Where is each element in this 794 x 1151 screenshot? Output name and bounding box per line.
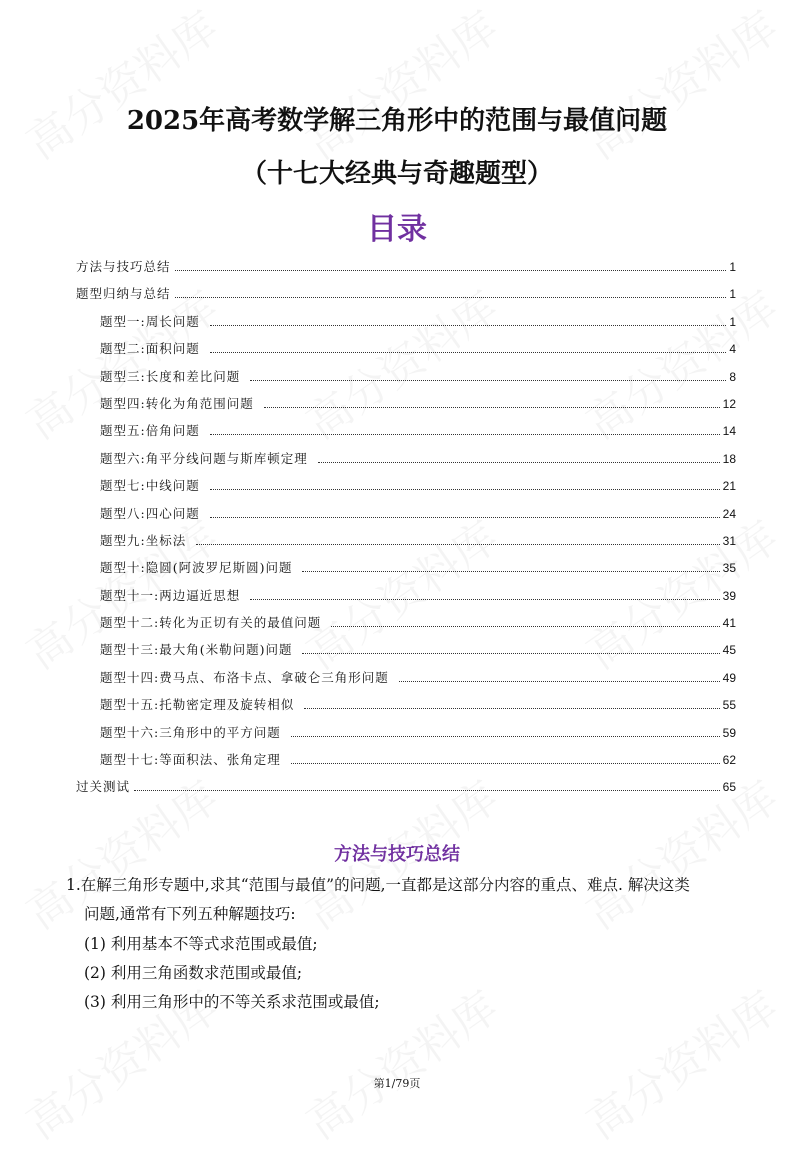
toc-entry-label[interactable]: 题型八:四心问题	[100, 505, 200, 521]
toc-leader-dots	[134, 790, 720, 791]
paragraph: 问题,通常有下列五种解题技巧:	[84, 905, 296, 924]
toc-entry-label[interactable]: 题型十六:三角形中的平方问题	[100, 724, 281, 740]
list-item: (1) 利用基本不等式求范围或最值;	[84, 934, 318, 953]
toc-entry-page[interactable]: 49	[722, 670, 736, 685]
toc-entry-label[interactable]: 题型十五:托勒密定理及旋转相似	[100, 697, 295, 713]
list-item: (3) 利用三角形中的不等关系求范围或最值;	[84, 993, 380, 1012]
toc-entry-label[interactable]: 题型一:周长问题	[100, 313, 200, 329]
toc-leader-dots	[318, 462, 720, 463]
document-subtitle: （十七大经典与奇趣题型）	[240, 159, 553, 189]
toc-leader-dots	[175, 297, 727, 298]
toc-entry-page[interactable]: 4	[729, 342, 736, 357]
toc-entry[interactable]	[76, 476, 736, 503]
toc-entry-label[interactable]: 题型十:隐圆(阿波罗尼斯圆)问题	[100, 560, 293, 576]
toc-entry-page[interactable]: 1	[729, 287, 736, 302]
toc-entry-label[interactable]: 题型九:坐标法	[100, 532, 187, 548]
toc-leader-dots	[302, 653, 719, 654]
toc-entry-page[interactable]: 31	[722, 533, 736, 548]
watermark	[572, 0, 789, 171]
toc-entry-page[interactable]: 62	[722, 753, 736, 768]
toc-entry[interactable]	[76, 668, 736, 695]
toc-leader-dots	[210, 489, 720, 490]
toc-entry-label[interactable]: 题型六:角平分线问题与斯库顿定理	[100, 450, 308, 466]
toc-entry[interactable]	[76, 312, 736, 339]
toc-entry-page[interactable]: 1	[729, 314, 736, 329]
toc-leader-dots	[304, 708, 719, 709]
toc-entry-page[interactable]: 45	[722, 643, 736, 658]
toc-entry-label[interactable]: 题型十一:两边逼近思想	[100, 587, 241, 603]
toc-leader-dots	[331, 626, 719, 627]
toc-entry[interactable]	[76, 777, 736, 804]
toc-leader-dots	[399, 681, 720, 682]
toc-entry-page[interactable]: 65	[722, 780, 736, 795]
toc-leader-dots	[196, 544, 719, 545]
toc-entry-page[interactable]: 8	[729, 369, 736, 384]
toc-entry[interactable]	[76, 750, 736, 777]
toc-entry-label[interactable]: 题型三:长度和差比问题	[100, 368, 241, 384]
toc-entry-label[interactable]: 题型七:中线问题	[100, 478, 200, 494]
list-item: (2) 利用三角函数求范围或最值;	[84, 963, 303, 982]
paragraph: 1.在解三角形专题中,求其“范围与最值”的问题,一直都是这部分内容的重点、难点. 解决这类	[66, 876, 690, 894]
toc-entry-page[interactable]: 24	[722, 506, 736, 521]
toc-entry-label[interactable]: 题型五:倍角问题	[100, 423, 200, 439]
toc-entry-label[interactable]: 题型归纳与总结	[76, 286, 171, 302]
toc-entry[interactable]	[76, 284, 736, 311]
toc-leader-dots	[210, 352, 727, 353]
toc-entry-label[interactable]: 方法与技巧总结	[76, 259, 171, 274]
toc-entry-page[interactable]: 12	[722, 396, 736, 411]
toc-entry[interactable]	[76, 640, 736, 667]
toc-entry[interactable]	[76, 421, 736, 448]
toc-entry-label[interactable]: 题型十七:等面积法、张角定理	[100, 752, 281, 768]
toc-entry[interactable]	[76, 504, 736, 531]
toc-entry[interactable]	[76, 723, 736, 750]
toc-entry[interactable]	[76, 558, 736, 585]
toc-leader-dots	[210, 517, 720, 518]
toc-entry-page[interactable]: 55	[722, 698, 736, 713]
toc-entry[interactable]	[76, 257, 736, 284]
toc-leader-dots	[302, 571, 719, 572]
toc-entry-label[interactable]: 题型四:转化为角范围问题	[100, 395, 254, 411]
toc-entry[interactable]	[76, 394, 736, 421]
toc-entry[interactable]	[76, 531, 736, 558]
watermark	[292, 0, 509, 171]
toc-entry-label[interactable]: 题型十二:转化为正切有关的最值问题	[100, 615, 322, 631]
toc-entry[interactable]	[76, 367, 736, 394]
toc-entry-label[interactable]: 题型十四:费马点、布洛卡点、拿破仑三角形问题	[100, 669, 389, 685]
toc-entry-page[interactable]: 14	[722, 424, 736, 439]
toc-heading: 目录	[367, 212, 427, 247]
toc-entry-page[interactable]: 39	[722, 588, 736, 603]
toc-entry[interactable]	[76, 339, 736, 366]
section-heading: 方法与技巧总结	[334, 844, 460, 865]
toc-leader-dots	[210, 434, 720, 435]
toc-entry[interactable]	[76, 613, 736, 640]
toc-entry[interactable]	[76, 449, 736, 476]
toc-leader-dots	[250, 599, 719, 600]
toc-leader-dots	[210, 325, 727, 326]
toc-leader-dots	[291, 763, 720, 764]
toc-entry-page[interactable]: 35	[722, 561, 736, 576]
toc-entry[interactable]	[76, 586, 736, 613]
body-text	[66, 871, 746, 1017]
toc-entry[interactable]	[76, 695, 736, 722]
toc-entry-page[interactable]: 1	[729, 260, 736, 274]
toc-leader-dots	[175, 270, 727, 271]
toc-entry-page[interactable]: 41	[722, 616, 736, 631]
page-number: 第1/79页	[373, 1077, 421, 1090]
toc-entry-page[interactable]: 21	[722, 479, 736, 494]
table-of-contents	[76, 257, 736, 805]
toc-leader-dots	[291, 736, 720, 737]
toc-entry-label[interactable]: 题型十三:最大角(米勒问题)问题	[100, 642, 293, 658]
toc-leader-dots	[250, 380, 726, 381]
toc-entry-page[interactable]: 59	[722, 725, 736, 740]
watermark	[12, 0, 229, 171]
document-title: 2025年高考数学解三角形中的范围与最值问题	[126, 106, 668, 136]
toc-leader-dots	[264, 407, 720, 408]
toc-entry-label[interactable]: 题型二:面积问题	[100, 341, 200, 357]
toc-entry-page[interactable]: 18	[722, 451, 736, 466]
toc-entry-label[interactable]: 过关测试	[76, 779, 131, 795]
